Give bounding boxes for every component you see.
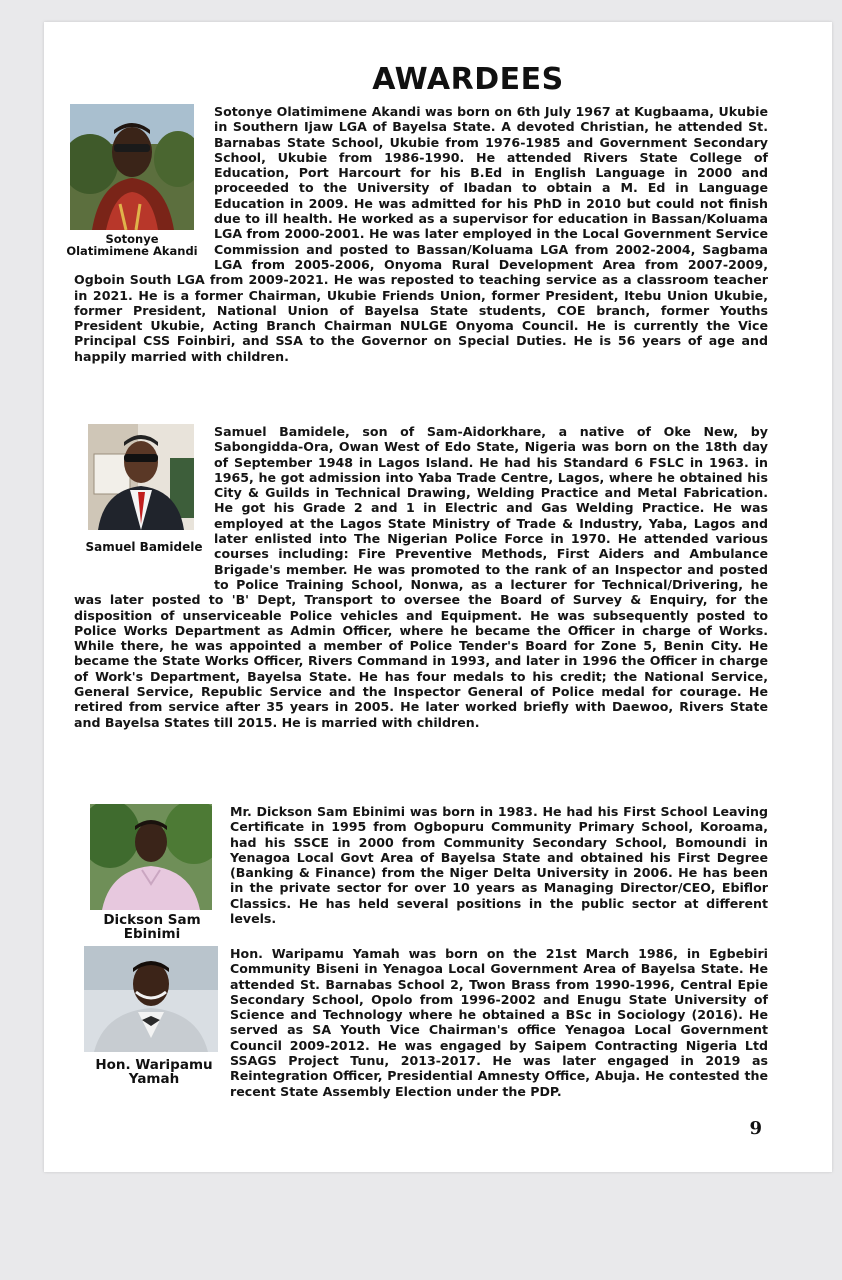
awardee-bio-yamah: [230, 946, 768, 1099]
bio-text-yamah: Hon. Waripamu Yamah was born on the 21st March 1986, in Egbebiri Community Biseni in Yenagoa Local Government Area of Bayelsa State. He attended St. Barnabas School 2, Twon Brass from 1990-1996, Central Epie Secondary School, Opolo from 1996-2002 and Enugu State University of Science and Technology where he obtained a BSc in Sociology (2016). He served as SA Youth Vice Chairman's office Yenagoa Local Government Council 2009-2012. He was engaged by Saipem Contracting Nigeria Ltd SSAGS Project Tunu, 2013-2017. He was later engaged in 2019 as Reintegration Officer, Presidential Amnesty Office, Abuja. He contested the recent State Assembly Election under the PDP.: [230, 946, 768, 1099]
bio-wrap-spacer: [74, 424, 214, 592]
awardee-photo-yamah: [84, 946, 218, 1052]
awardee-caption-ebinimi: Dickson Sam Ebinimi: [103, 912, 201, 943]
awardee-caption-bamidele: Samuel Bamidele: [85, 540, 203, 554]
bio-text-bamidele: Samuel Bamidele, son of Sam-Aidorkhare, a native of Oke New, by Sabongidda-Ora, Owan West of Edo State, Nigeria was born on the 18th day of September 1948 in Lagos Island. He had his Standard 6 FSLC in 1963. in 1965, he got admission into Yaba Trade Centre, Lagos, where he obtained his City & Guilds in Technical Drawing, Welding Practice and Metal Fabrication. He got his Grade 2 and 1 in Electric and Gas Welding Practice. He was employed at the Lagos State Ministry of Trade & Industry, Yaba, Lagos and later enlisted into The Nigerian Police Force in 1970. He attended various courses including: Fire Preventive Methods, First Aiders and Ambulance Brigade's member. He was promoted to the rank of an Inspector and posted to Police Training School, Nonwa, as a lecturer for Technical/Drivering, he was later posted to 'B' Dept, Transport to oversee the Board of Survey & Enquiry, for the disposition of unserviceable Police vehicles and Equipment. He was subsequently posted to Police Works Department as Admin Officer, where he became the Officer in charge of Works. While there, he was appointed a member of Police Tender's Board for Zone 5, Benin City. He became the State Works Officer, Rivers Command in 1993, and later in 1996 the Officer in charge of Work's Department, Bayelsa State. He has four medals to his credit; the National Service, General Service, Republic Service and the Inspector General of Police medal for courage. He retired from service after 35 years in 2005. He later worked briefly with Daewoo, Rivers State and Bayelsa States till 2015. He is married with children.: [74, 424, 768, 730]
awardee-caption-yamah: Hon. Waripamu Yamah: [95, 1057, 213, 1088]
page-number: 9: [749, 1118, 762, 1139]
page-title: AWARDEES: [372, 62, 564, 97]
awardee-bio-bamidele: [74, 424, 768, 730]
awardee-photo-ebinimi: [90, 804, 212, 910]
awardee-caption-akandi: Sotonye Olatimimene Akandi: [66, 232, 198, 259]
awardee-bio-akandi: [74, 104, 768, 364]
document-page: [44, 22, 832, 1172]
bio-text-akandi: Sotonye Olatimimene Akandi was born on 6th July 1967 at Kugbaama, Ukubie in Southern Ijaw LGA of Bayelsa State. A devoted Christian, he attended St. Barnabas State School, Ukubie from 1976-1985 and Government Secondary School, Ukubie from 1986-1990. He attended Rivers State College of Education, Port Harcourt for his B.Ed in English Language in 2000 and proceeded to the University of Ibadan to obtain a M. Ed in Language Education in 2009. He was admitted for his PhD in 2010 but could not finish due to ill health. He worked as a supervisor for education in Bassan/Koluama LGA from 2000-2001. He was later employed in the Local Government Service Commission and posted to Bassan/Koluama LGA from 2002-2004, Sagbama LGA from 2005-2006, Onyoma Rural Development Area from 2007-2009, Ogboin South LGA from 2009-2021. He was reposted to teaching service as a classroom teacher in 2021. He is a former Chairman, Ukubie Friends Union, former President, Itebu Union Ukubie, former President, National Union of Bayelsa State students, COE branch, former Youths President Ukubie, Acting Branch Chairman NULGE Onyoma Council. He is currently the Vice Principal CSS Foinbiri, and SSA to the Governor on Special Duties. He is 56 years of age and happily married with children.: [74, 104, 768, 364]
bio-text-ebinimi: Mr. Dickson Sam Ebinimi was born in 1983. He had his First School Leaving Certificate in 1995 from Ogbopuru Community Primary School, Koroama, had his SSCE in 2000 from Community Secondary School, Bomoundi in Yenagoa Local Govt Area of Bayelsa State and obtained his First Degree (Banking & Finance) from the Niger Delta University in 2006. He has been in the private sector for over 10 years as Managing Director/CEO, Ebiflor Classics. He has held several positions in the public sector at different levels.: [230, 804, 768, 927]
bio-wrap-spacer: [74, 104, 214, 272]
awardee-bio-ebinimi: [230, 804, 768, 926]
